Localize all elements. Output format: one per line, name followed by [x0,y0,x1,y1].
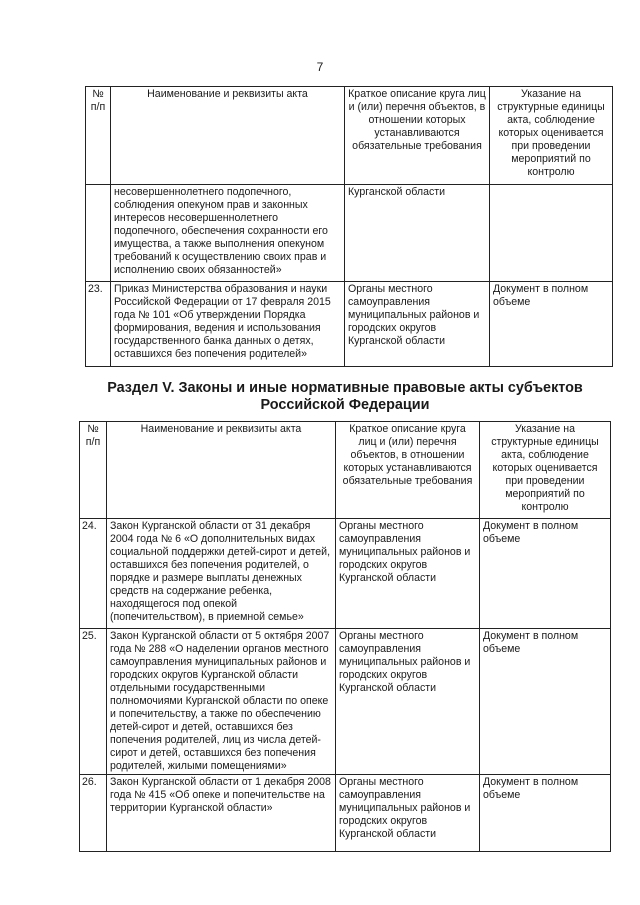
table-row [80,775,611,852]
row-act-name: Закон Курганской области от 31 декабря 2004 года № 6 «О дополнительных видах социальной поддержки детей-сирот и детей, оставшихся без попечения родителей, о порядке и размере выплаты денежных средств на содержание ребенка, находящегося под опекой (попечительством), в приемной семье» [107,519,336,629]
row-number: 24. [80,519,107,629]
row-description: Органы местного самоуправления муниципальных районов и городских округов Курганской области [336,629,480,775]
row-act-name: Закон Курганской области от 5 октября 2007 года № 288 «О наделении органов местного самоуправления муниципальных районов и городских округов Курганской области отдельными государственными полномочиями Курганской области по опеке и попечительству, а также по обеспечению детей-сирот и детей, оставшихся без попечения родителей, лиц из числа детей-сирот и детей, оставшихся без попечения родителей, жилыми помещениями» [107,629,336,775]
row-act-name: Приказ Министерства образования и науки Российской Федерации от 17 февраля 2015 года № 101 «Об утверждении Порядка формирования, ведения и использования государственного банка данных о детях, оставшихся без попечения родителей» [111,282,345,367]
row-number: 23. [86,282,111,367]
table-row [80,629,611,775]
row-act-name: Закон Курганской области от 1 декабря 2008 года № 415 «Об опеке и попечительстве на территории Курганской области» [107,775,336,852]
row-indication: Документ в полном объеме [480,519,611,629]
section-title: Раздел V. Законы и иные нормативные правовые акты субъектов Российской Федерации [107,380,583,413]
row-indication: Документ в полном объеме [480,775,611,852]
header-number: № п/п [86,87,111,185]
row-indication: Документ в полном объеме [490,282,613,367]
table-header-row [80,422,611,519]
table-row [86,282,613,367]
header-indication: Указание на структурные единицы акта, соблюдение которых оценивается при проведении мероприятий по контролю [490,87,613,185]
acts-table-continued [85,86,613,367]
row-number: 25. [80,629,107,775]
header-act-name: Наименование и реквизиты акта [111,87,345,185]
row-act-name: несовершеннолетнего подопечного, соблюдения опекуном прав и законных интересов несовершеннолетнего подопечного, обеспечения сохранности его имущества, а также выполнения опекуном требований к осуществлению своих прав и исполнению своих обязанностей» [111,185,345,282]
header-description: Краткое описание круга лиц и (или) перечня объектов, в отношении которых устанавливаются обязательные требования [336,422,480,519]
header-act-name: Наименование и реквизиты акта [107,422,336,519]
header-indication: Указание на структурные единицы акта, соблюдение которых оценивается при проведении мероприятий по контролю [480,422,611,519]
header-number: № п/п [80,422,107,519]
row-description: Органы местного самоуправления муниципальных районов и городских округов Курганской области [345,282,490,367]
row-description: Курганской области [345,185,490,282]
row-number: 26. [80,775,107,852]
acts-table-section-5 [79,421,611,852]
table-row [80,519,611,629]
page-number: 7 [316,60,324,74]
row-description: Органы местного самоуправления муниципальных районов и городских округов Курганской области [336,519,480,629]
row-indication [490,185,613,282]
header-description: Краткое описание круга лиц и (или) перечня объектов, в отношении которых устанавливаются обязательные требования [345,87,490,185]
row-indication: Документ в полном объеме [480,629,611,775]
row-description: Органы местного самоуправления муниципальных районов и городских округов Курганской области [336,775,480,852]
table-header-row [86,87,613,185]
table-row [86,185,613,282]
row-number [86,185,111,282]
